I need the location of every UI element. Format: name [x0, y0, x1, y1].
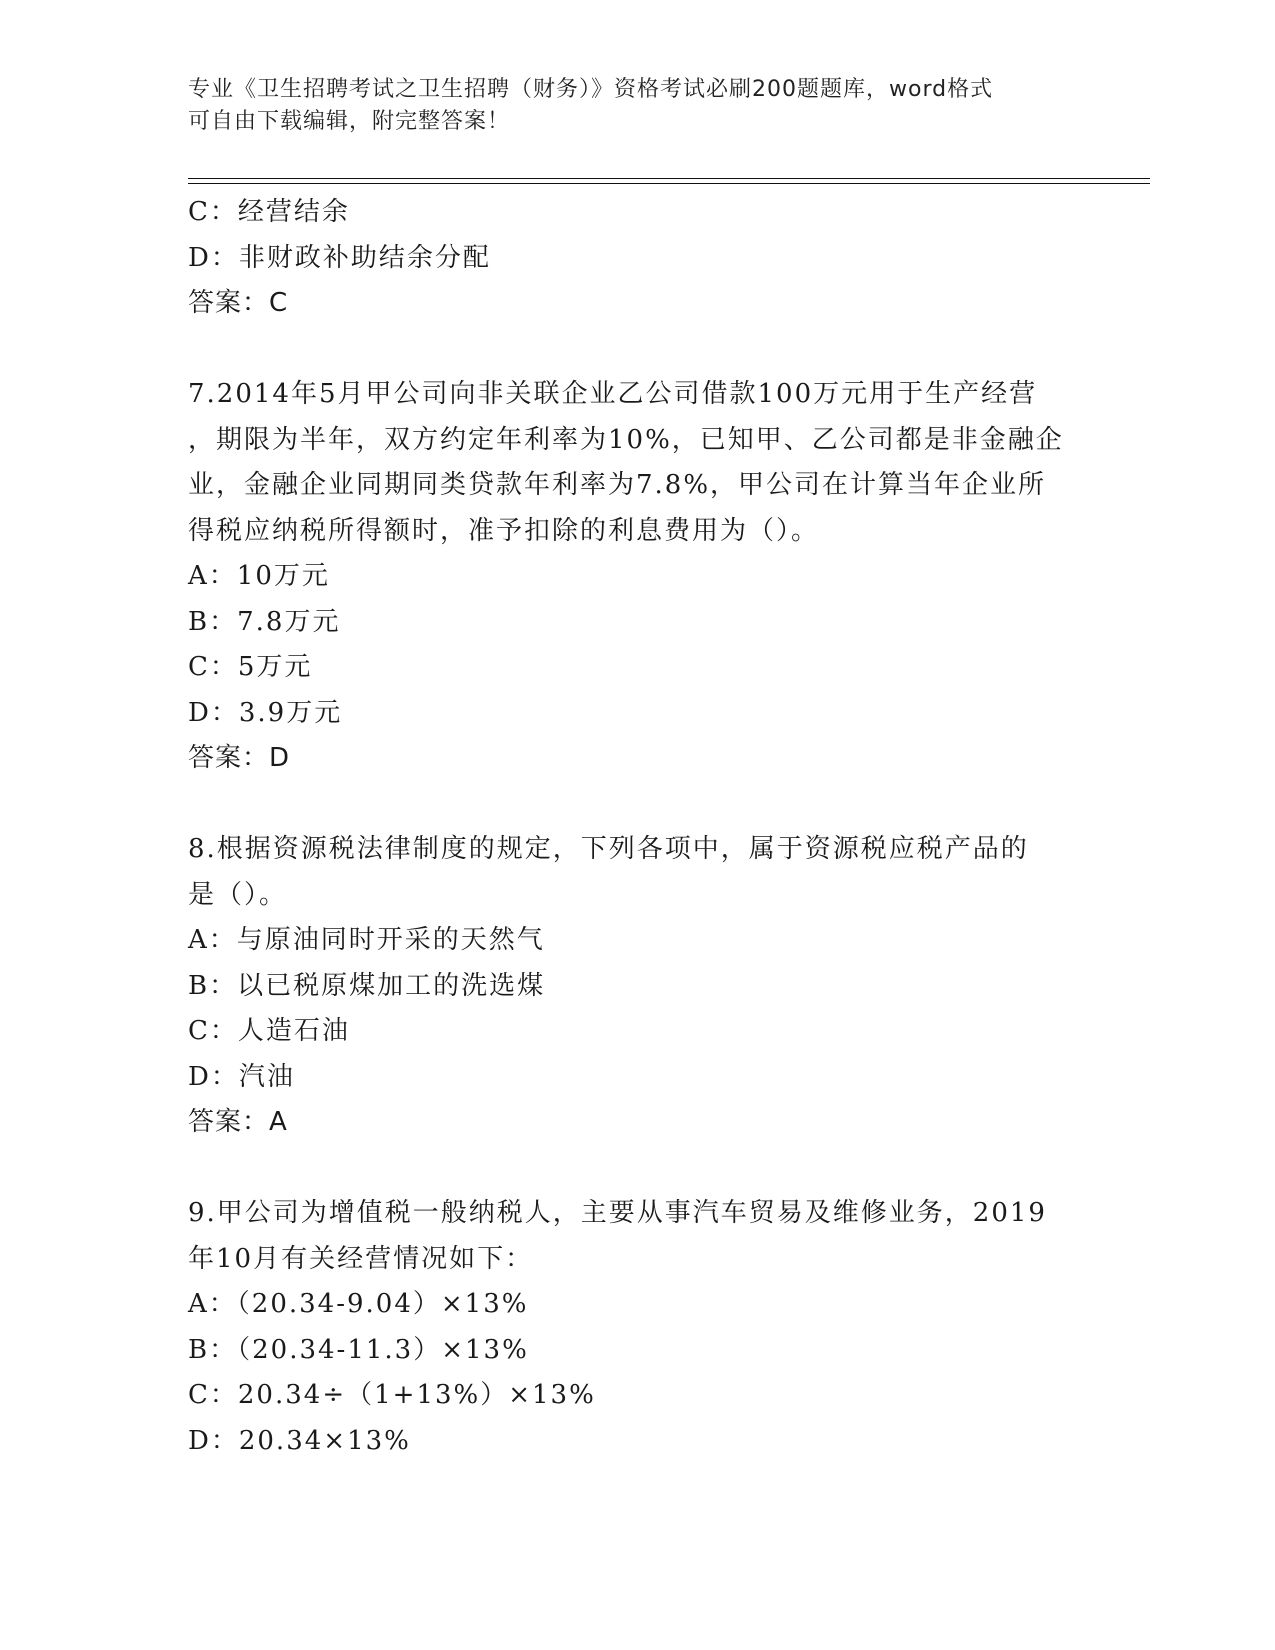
option-b: B：7.8万元 [188, 606, 341, 637]
answer: 答案：D [188, 743, 291, 773]
question-text-line: ，期限为半年，双方约定年利率为10%，已知甲、乙公司都是非金融企 [188, 424, 1064, 455]
option-a: A：与原油同时开采的天然气 [188, 925, 545, 955]
question-8 [188, 827, 1088, 1146]
option-c: C：20.34÷（1+13%）×13% [188, 1380, 596, 1410]
option-d: D：3.9万元 [188, 697, 343, 728]
spacer [188, 1146, 1088, 1192]
option-d: D：20.34×13% [188, 1425, 411, 1456]
spacer [188, 782, 1088, 828]
question-text-line: 是（）。 [188, 879, 288, 910]
question-text-line: 9.甲公司为增值税一般纳税人，主要从事汽车贸易及维修业务，2019 [188, 1198, 1047, 1228]
header-divider-top [188, 178, 1150, 179]
question-text-line: 业，金融企业同期同类贷款年利率为7.8%，甲公司在计算当年企业所 [188, 470, 1047, 500]
question-text-line: 7.2014年5月甲公司向非关联企业乙公司借款100万元用于生产经营 [188, 379, 1038, 409]
header-title-line-2: 可自由下载编辑，附完整答案！ [188, 109, 511, 134]
question-text-line: 年10月有关经营情况如下： [188, 1243, 534, 1274]
option-b: B：以已税原煤加工的洗选煤 [188, 970, 546, 1001]
spacer [188, 327, 1088, 373]
header-divider-bottom [188, 183, 1150, 184]
option-d: D：汽油 [188, 1061, 295, 1092]
option-b: B：（20.34-11.3）×13% [188, 1334, 529, 1365]
option-a: A：10万元 [188, 561, 330, 591]
header-title-line-1: 专业《卫生招聘考试之卫生招聘（财务）》资格考试必刷200题题库，word格式 [188, 77, 994, 102]
answer: 答案：C [188, 288, 289, 318]
page-header [188, 74, 1088, 138]
question-9 [188, 1191, 1088, 1464]
option-a: A：（20.34-9.04）×13% [188, 1289, 529, 1319]
option-c: C：5万元 [188, 652, 313, 682]
option-c: C：人造石油 [188, 1016, 350, 1046]
option-c: C：经营结余 [188, 197, 350, 227]
question-text-line: 得税应纳税所得额时，准予扣除的利息费用为（）。 [188, 515, 820, 546]
question-7 [188, 372, 1088, 782]
document-body [188, 190, 1088, 1464]
question-text-line: 8.根据资源税法律制度的规定，下列各项中，属于资源税应税产品的 [188, 834, 1029, 864]
answer: 答案：A [188, 1107, 288, 1137]
option-d: D：非财政补助结余分配 [188, 242, 491, 273]
question-6-continuation [188, 190, 1088, 327]
